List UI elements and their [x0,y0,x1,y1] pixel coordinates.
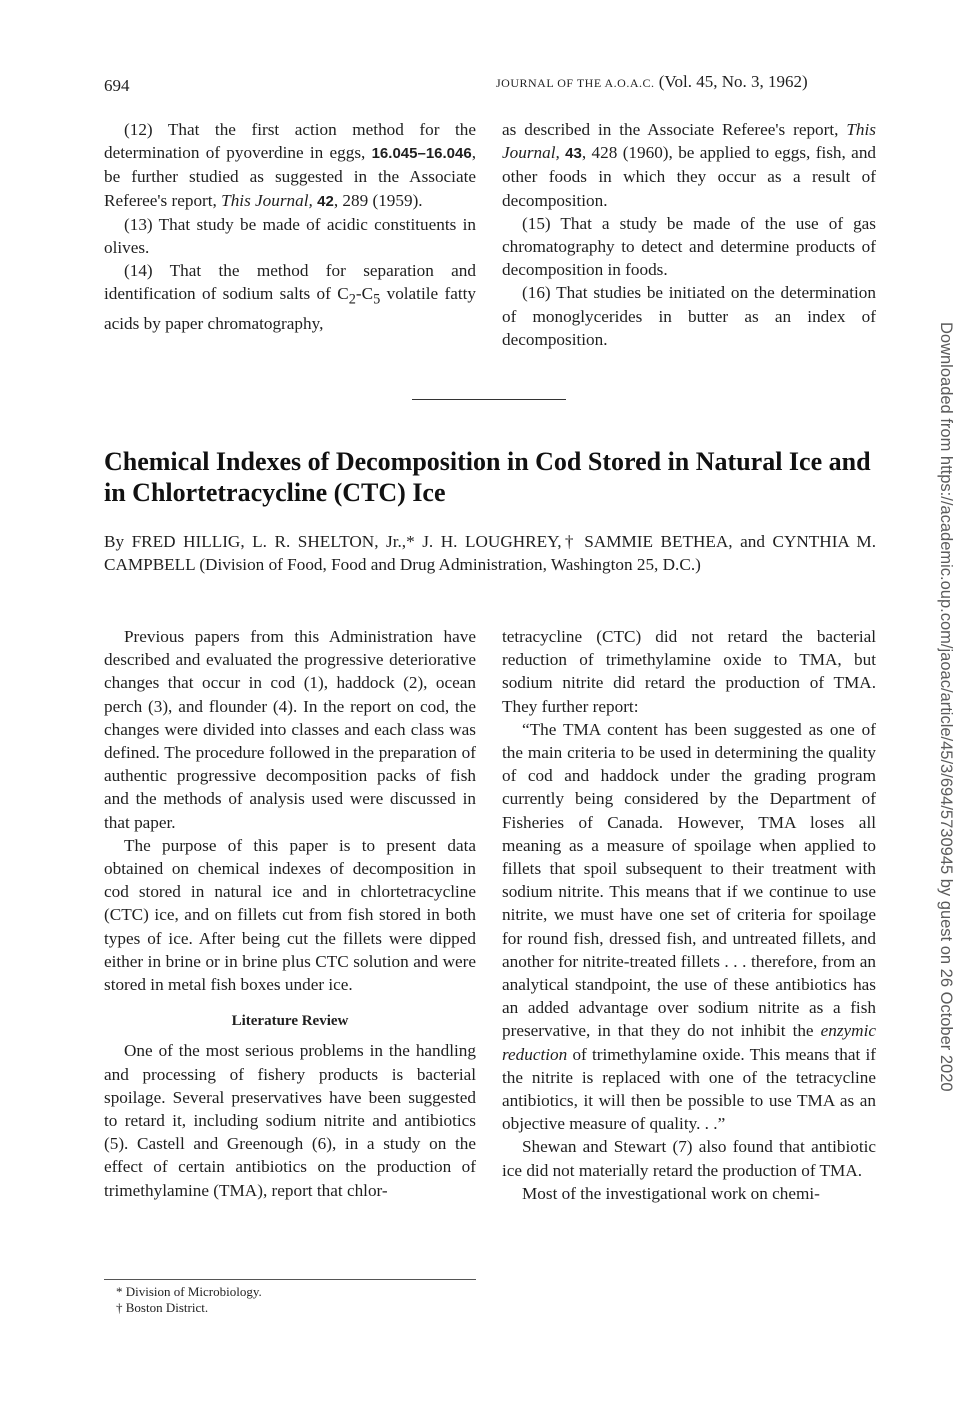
rec14-text: (14) That the method for separation and identification of sodium salts of C [104,261,476,304]
article-right-column [502,625,876,1205]
paragraph-intro: Previous papers from this Administration have described and evaluated the progressive deteriorative changes that occur in cod (1), haddock (2), ocean perch (3), and flounder (4). In the report on cod, the changes were divided into classes and each class was defined. The procedure followed in the preparation of authentic progressive decomposition packs of fish and the methods of analysis used were discussed in that paper. [104,627,476,832]
article-left-column [104,625,476,1202]
section-heading-literature-review: Literature Review [231,1013,349,1030]
recommendation-14 [104,259,476,335]
recommendations-left-column [104,118,476,335]
rec14-cont-text: as described in the Associate Referee's report, [502,120,847,139]
rec14-sub-2: 2 [348,291,356,308]
rec14-cont-journal: This Journal, [502,120,876,163]
recommendation-16: (16) That studies be initiated on the determination of monoglycerides in butter as an index of decomposition. [502,283,876,349]
journal-name: JOURNAL OF THE A.O.A.C. [496,76,655,90]
paragraph-literature: One of the most serious problems in the handling and processing of fishery products is bacterial spoilage. Several preservatives have been suggested to retard it, including sodium nitrite and antibiotics (5). Castell and Greenough (6), in a study on the effect of certain antibiotics on the production of trimethylamine (TMA), report that chlor- [104,1041,476,1200]
recommendation-14-continued [502,118,876,212]
paragraph-purpose: The purpose of this paper is to present data obtained on chemical indexes of decomposition in cod stored in natural ice and in chlortetracycline (CTC) ice, and on fillets cut from fish stored in both types of ice. After being cut the fillets were dipped either in brine or in brine plus CTC solution and were stored in metal fish boxes under ice. [104,835,476,995]
rec14-cont-volume: 43 [565,145,582,163]
recommendation-15: (15) That a study be made of the use of gas chromatography to detect and determine products of decomposition in foods. [502,213,876,280]
footnote-microbiology: * Division of Microbiology. [116,1284,262,1299]
footnote-boston: † Boston District. [116,1300,209,1315]
rec14-text-2: volatile fatty acids by paper chromatography, [104,284,476,334]
rec12-volume: 42 [317,192,334,210]
article-title: Chemical Indexes of Decomposition in Cod Stored in Natural Ice and in Chlortetracycline (CTC) Ice [104,447,871,507]
quote-text-2: of trimethylamine oxide. This means that if the nitrite is replaced with one of the tetracycline antibiotics, it will then be possible to use TMA as an objective measure of quality. . .” [502,1044,876,1134]
paragraph-shewan: Shewan and Stewart (7) also found that antibiotic ice did not materially retard the production of TMA. [502,1137,876,1180]
rec12-text-2: , be further studied as suggested in the Associate Referee's report, [104,143,476,210]
rec12-section-ref: 16.045–16.046 [371,145,472,163]
rec14-sub-5: 5 [373,291,381,308]
rec12-journal: This Journal, [221,190,313,210]
rec14-cont-text-2: , 428 (1960), be applied to eggs, fish, and other foods in which they occur as a result of decomposition. [502,143,877,210]
journal-volume: (Vol. 45, No. 3, 1962) [658,72,808,91]
quote-text: “The TMA content has been suggested as one of the main criteria to be used in determining the quality of cod and haddock under the grading program currently being considered by the Department of Fisheries of Canada. However, TMA loses all meaning as a measure of spoilage when applied to fillets that spoil subsequent to their treatment with sodium nitrite. This means that if we continue to use nitrite, we must have one set of criteria for spoilage for round fish, dressed fish, and untreated fillets, and another for nitrite-treated fillets . . . therefore, from an analytical standpoint, the use of these antibiotics has an added advantage over sodium nitrite as a fish preservative, in that they do not inhibit the [502,719,876,1041]
paragraph-literature-continued: tetracycline (CTC) did not retard the bacterial reduction of trimethylamine oxide to TMA, but sodium nitrite did retard the production of TMA. They further report: [502,627,876,716]
rec12-text: (12) That the first action method for the determination of pyoverdine in eggs, [104,120,476,163]
rec14-c: -C [355,284,374,304]
article-byline: By FRED HILLIG, L. R. SHELTON, Jr.,* J. H. LOUGHREY,† SAMMIE BETHEA, and CYNTHIA M. CAMPBELL (Division of Food, Food and Drug Administration, Washington 25, D.C.) [104,532,876,575]
recommendation-12 [104,118,476,213]
paragraph-investigational: Most of the investigational work on chemi- [522,1183,820,1203]
recommendations-right-column [502,118,876,351]
page-number: 694 [104,76,130,95]
block-quote [502,718,876,1136]
running-head [496,72,808,92]
quote-emphasis: enzymic reduction [502,1021,876,1064]
section-divider [412,399,566,400]
footnotes [116,1284,262,1316]
footnote-rule [104,1279,476,1280]
recommendation-13: (13) That study be made of acidic constituents in olives. [104,214,476,258]
watermark-text: Downloaded from https://academic.oup.com/jaoac/article/45/3/694/5730945 by guest on 26 October 2020 [937,322,955,1092]
rec12-pages: , 289 (1959). [333,190,423,210]
